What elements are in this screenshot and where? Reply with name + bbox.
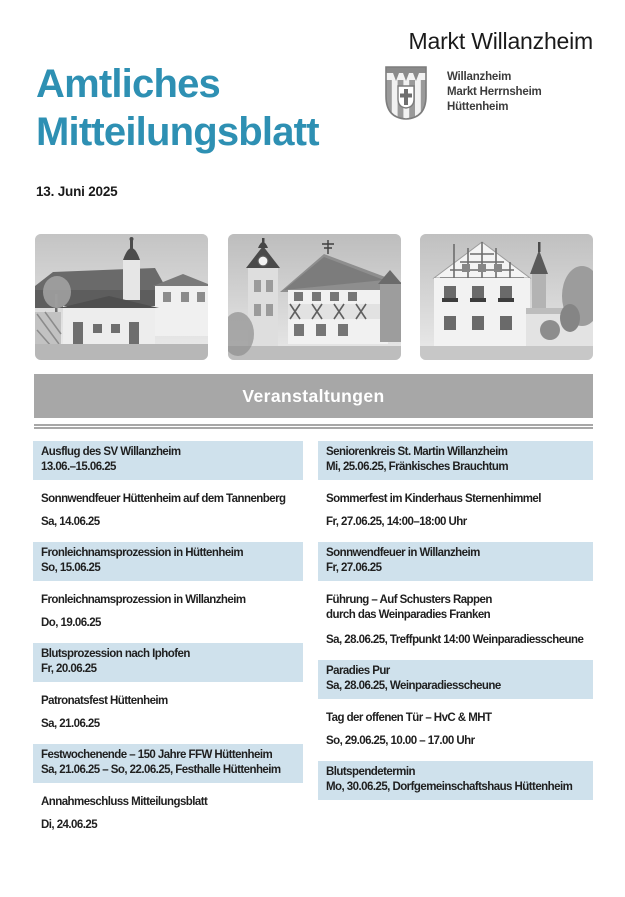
event-item <box>33 593 303 631</box>
photo-village-church-left <box>35 234 208 360</box>
event-title: Blutspendetermin <box>326 766 415 778</box>
crest-place-3: Hüttenheim <box>447 101 509 113</box>
event-date: 13.06.–15.06.25 <box>41 461 116 473</box>
event-item <box>318 711 593 749</box>
event-item <box>318 492 593 530</box>
event-date: Di, 24.06.25 <box>41 819 98 831</box>
events-column-left <box>33 441 303 845</box>
crest-place-2: Markt Herrnsheim <box>447 86 542 98</box>
coat-of-arms-icon <box>385 66 427 120</box>
events-banner-label: Veranstaltungen <box>242 386 385 406</box>
event-title: Blutsprozession nach Iphofen <box>41 648 190 660</box>
page-title <box>36 60 319 156</box>
banner-double-rule <box>34 424 593 429</box>
event-item <box>33 542 303 581</box>
event-date: Mi, 25.06.25, Fränkisches Brauchtum <box>326 461 509 473</box>
event-date: So, 15.06.25 <box>41 562 101 574</box>
events-column-right <box>318 441 593 812</box>
event-item <box>318 660 593 699</box>
page-title-line1: Amtliches <box>36 62 220 106</box>
event-item <box>33 492 303 530</box>
events-banner <box>34 374 593 418</box>
event-item <box>33 744 303 783</box>
crest-place-1: Willanzheim <box>447 71 512 83</box>
event-title: Seniorenkreis St. Martin Willanzheim <box>326 446 508 458</box>
event-item <box>33 694 303 732</box>
event-date: Sa, 21.06.25 <box>41 718 100 730</box>
event-item <box>33 643 303 682</box>
event-title: Patronatsfest Hüttenheim <box>41 695 168 707</box>
event-title: Fronleichnamsprozession in Willanzheim <box>41 594 246 606</box>
event-title: durch das Weinparadies Franken <box>326 609 491 621</box>
event-date: Fr, 27.06.25 <box>326 562 382 574</box>
event-date: Do, 19.06.25 <box>41 617 101 629</box>
event-item <box>33 441 303 480</box>
event-title: Ausflug des SV Willanzheim <box>41 446 181 458</box>
event-title: Annahmeschluss Mitteilungsblatt <box>41 796 208 808</box>
event-date: Fr, 27.06.25, 14:00–18:00 Uhr <box>326 516 467 528</box>
event-item <box>33 795 303 833</box>
page-title-line2: Mitteilungsblatt <box>36 110 319 154</box>
event-title: Paradies Pur <box>326 665 390 677</box>
event-title: Sonnwendfeuer in Willanzheim <box>326 547 480 559</box>
event-title: Sommerfest im Kinderhaus Sternenhimmel <box>326 493 541 505</box>
event-title: Festwochenende – 150 Jahre FFW Hüttenheim <box>41 749 273 761</box>
event-title: Fronleichnamsprozession in Hüttenheim <box>41 547 244 559</box>
event-date: So, 29.06.25, 10.00 – 17.00 Uhr <box>326 735 475 747</box>
event-item <box>318 441 593 480</box>
municipality-name: Markt Willanzheim <box>408 28 593 54</box>
event-date: Fr, 20.06.25 <box>41 663 97 675</box>
coat-of-arms-block <box>385 66 542 120</box>
crest-place-names <box>447 66 542 120</box>
event-item <box>318 593 593 648</box>
event-date: Sa, 14.06.25 <box>41 516 100 528</box>
event-title: Sonnwendfeuer Hüttenheim auf dem Tannenberg <box>41 493 286 505</box>
event-item <box>318 542 593 581</box>
event-title: Führung – Auf Schusters Rappen <box>326 594 492 606</box>
photo-strip <box>35 234 593 360</box>
issue-date: 13. Juni 2025 <box>36 184 118 199</box>
event-title: Tag der offenen Tür – HvC & MHT <box>326 712 492 724</box>
event-date: Sa, 28.06.25, Weinparadiesscheune <box>326 680 501 692</box>
photo-church-half-timber-center <box>228 234 401 360</box>
event-item <box>318 761 593 800</box>
event-date: Sa, 21.06.25 – So, 22.06.25, Festhalle Hüttenheim <box>41 764 281 776</box>
photo-half-timber-gable-right <box>420 234 593 360</box>
event-date: Sa, 28.06.25, Treffpunkt 14:00 Weinparadiesscheune <box>326 634 584 646</box>
event-date: Mo, 30.06.25, Dorfgemeinschaftshaus Hüttenheim <box>326 781 573 793</box>
